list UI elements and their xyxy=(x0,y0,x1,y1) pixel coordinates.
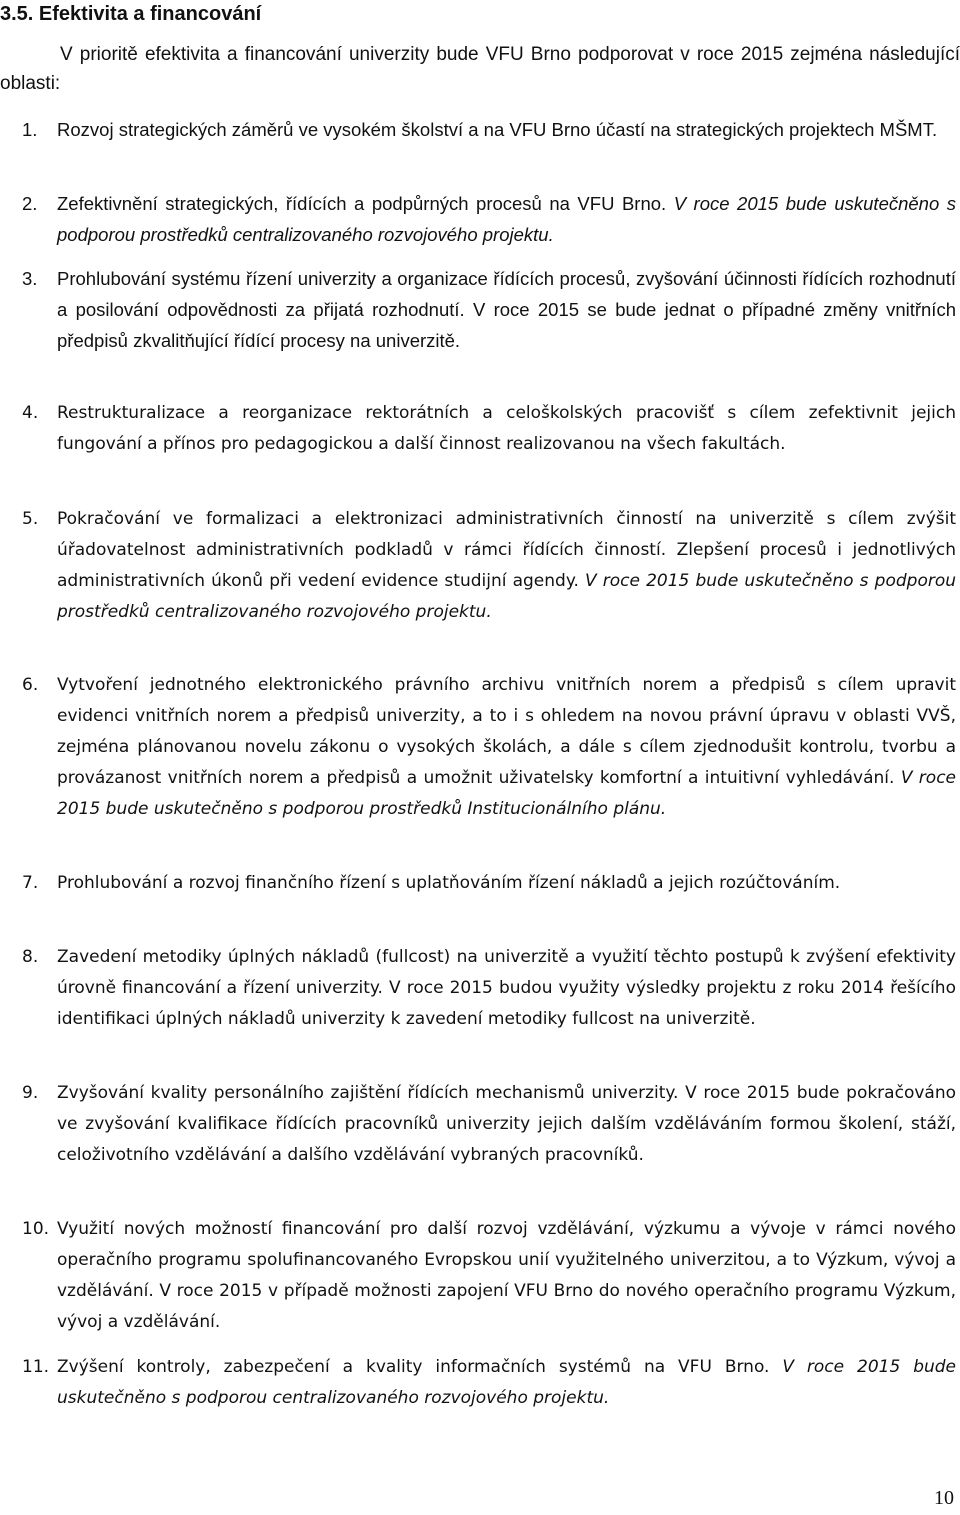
item-text-block xyxy=(57,1078,956,1171)
item-text: Využití nových možností financování pro další rozvoj vzdělávání, výzkumu a vývoje v rámci nového operačního programu spolufinancovaného Evropskou unií využitelného univerzitou, a to Výzkum, vývoj a vzdělávání. V roce 2015 v případě možnosti zapojení VFU Brno do nového operačního programu Výzkum, vývoj a vzdělávání. xyxy=(57,1219,956,1332)
item-number: 11. xyxy=(22,1357,50,1377)
item-number: 5. xyxy=(22,509,39,529)
item-text: Zavedení metodiky úplných nákladů (fullcost) na univerzitě a využití těchto postupů k zvýšení efektivity úrovně financování a řízení univerzity. V roce 2015 budou využity výsledky projektu z roku 2014 řešícího identifikaci úplných nákladů univerzity k zavedení metodiky fullcost na univerzitě. xyxy=(57,947,956,1029)
item-italic-note: V roce 2015 bude uskutečněno s podporou prostředků Institucionálního plánu. xyxy=(57,768,956,819)
item-number: 8. xyxy=(22,947,39,967)
list-item-2 xyxy=(0,188,956,250)
item-text: Vytvoření jednotného elektronického právního archivu vnitřních norem a předpisů s cílem upravit evidenci vnitřních norem a předpisů univerzity, a to i s ohledem na novou právní úpravu v oblasti VVŠ, zejména plánovanou novelu zákonu o vysokých školách, a dále s cílem zjednodušit kontrolu, tvorbu a provázanost vnitřních norem a předpisů a umožnit uživatelsky komfortní a intuitivní vyhledávání. xyxy=(57,675,956,788)
list-item-9 xyxy=(0,1078,956,1171)
item-number: 10. xyxy=(22,1219,50,1239)
item-text: Zvyšování kvality personálního zajištění řídících mechanismů univerzity. V roce 2015 bude pokračováno ve zvyšování kvalifikace řídících pracovníků univerzity jejich dalším vzděláváním formou školení, stáží, celoživotního vzdělávání a dalšího vzdělávání vybraných pracovníků. xyxy=(57,1083,956,1165)
item-number: 9. xyxy=(22,1083,39,1103)
list-item-11 xyxy=(0,1352,956,1414)
list-item-6 xyxy=(0,670,956,825)
item-text: Prohlubování a rozvoj finančního řízení s uplatňováním řízení nákladů a jejich rozúčtováním. xyxy=(57,873,841,893)
item-number: 3. xyxy=(22,268,38,289)
page-number: 10 xyxy=(934,1487,954,1509)
list-item-5 xyxy=(0,504,956,628)
intro-text: V prioritě efektivita a financování univerzity bude VFU Brno podporovat v roce 2015 zejména následující oblasti: xyxy=(0,44,960,94)
list-item-1 xyxy=(0,114,956,145)
item-text: Zvýšení kontroly, zabezpečení a kvality informačních systémů na VFU Brno. xyxy=(57,1357,770,1377)
item-text-block xyxy=(57,868,956,899)
item-text: Zefektivnění strategických, řídících a podpůrných procesů na VFU Brno. xyxy=(57,193,667,214)
list-item-10 xyxy=(0,1214,956,1338)
item-number: 6. xyxy=(22,675,39,695)
item-text-block xyxy=(57,398,956,460)
item-text-block xyxy=(57,942,956,1035)
item-text: Restrukturalizace a reorganizace rektorátních a celoškolských pracovišť s cílem zefektivnit jejich fungování a přínos pro pedagogickou a další činnost realizovanou na všech fakultách. xyxy=(57,403,956,454)
item-text: Pokračování ve formalizaci a elektronizaci administrativních činností na univerzitě s cílem zvýšit úřadovatelnost administrativních podkladů v rámci řídících činností. Zlepšení procesů i jednotlivých administrativních úkonů při vedení evidence studijní agendy. xyxy=(57,509,956,591)
item-text: Rozvoj strategických záměrů ve vysokém školství a na VFU Brno účastí na strategických projektech MŠMT. xyxy=(57,119,938,140)
item-text-block xyxy=(57,188,956,250)
item-text-block xyxy=(57,263,956,356)
list-item-8 xyxy=(0,942,956,1035)
item-number: 2. xyxy=(22,193,38,214)
item-number: 7. xyxy=(22,873,39,893)
item-text-block xyxy=(57,504,956,628)
item-text-block xyxy=(57,1214,956,1338)
item-text-block xyxy=(57,1352,956,1414)
section-heading: 3.5. Efektivita a financování xyxy=(0,3,262,25)
item-text-block xyxy=(57,114,956,145)
item-text-block xyxy=(57,670,956,825)
list-item-3 xyxy=(0,263,956,356)
list-item-4 xyxy=(0,398,956,460)
item-number: 4. xyxy=(22,403,39,423)
item-italic-note: V roce 2015 bude uskutečněno s podporou prostředků centralizovaného rozvojového projektu. xyxy=(57,571,957,622)
item-text: Prohlubování systému řízení univerzity a organizace řídících procesů, zvyšování účinnosti řídících rozhodnutí a posilování odpovědnosti za přijatá rozhodnutí. V roce 2015 se bude jednat o případné změny vnitřních předpisů zkvalitňující řídící procesy na univerzitě. xyxy=(57,268,956,351)
list-item-7 xyxy=(0,868,956,899)
item-number: 1. xyxy=(22,119,38,140)
item-italic-note: V roce 2015 bude uskutečněno s podporou centralizovaného rozvojového projektu. xyxy=(57,1357,957,1408)
item-italic-note: V roce 2015 bude uskutečněno s podporou prostředků centralizovaného rozvojového projektu. xyxy=(57,193,957,245)
intro-paragraph xyxy=(0,40,960,98)
